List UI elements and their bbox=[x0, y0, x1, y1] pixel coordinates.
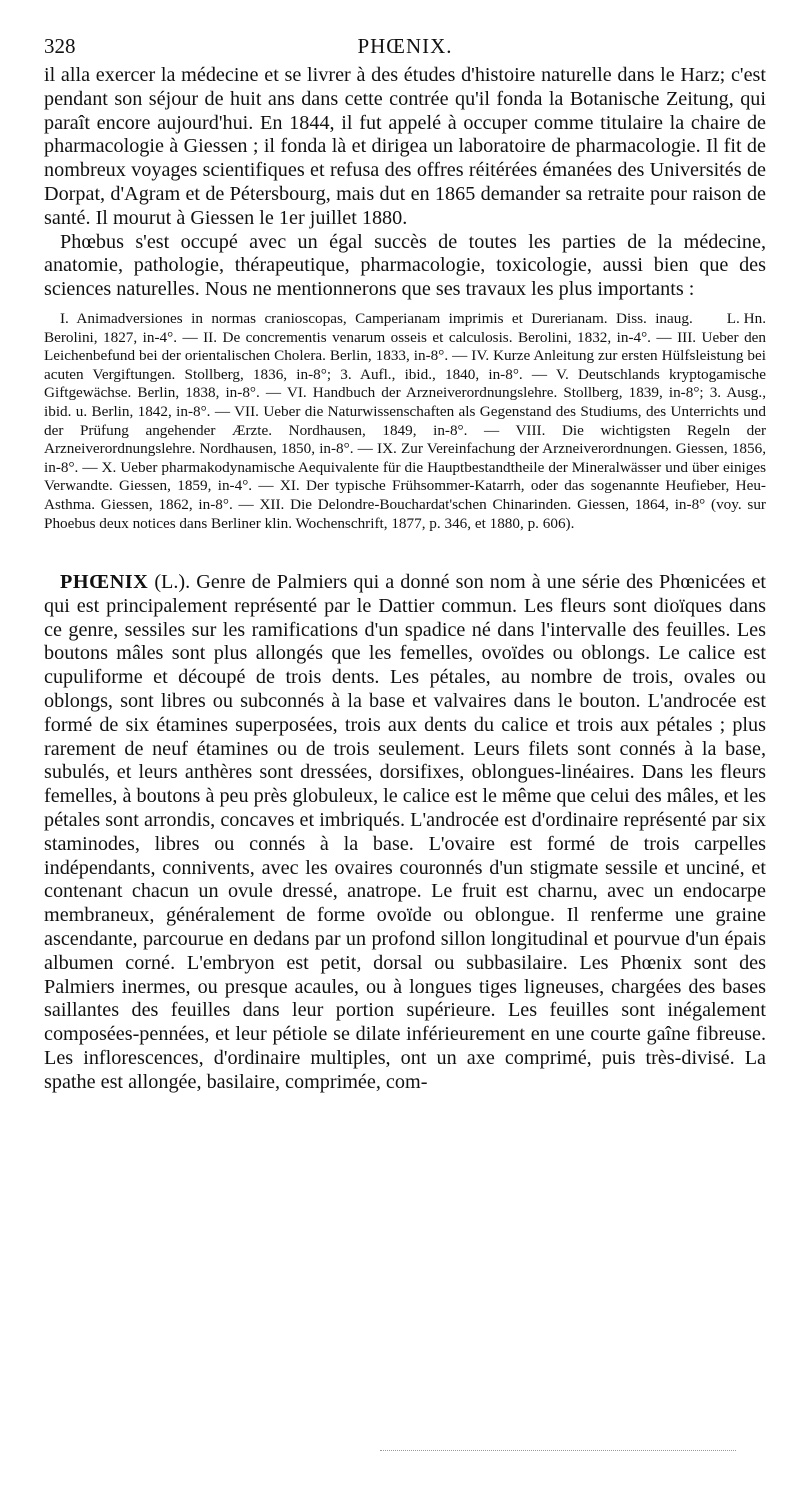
biography-paragraph-1: il alla exercer la médecine et se livrer à des études d'histoire naturelle dans le Harz; c'est pendant son séjour de huit ans dans cette contrée qu'il fonda la Botanische Zeitung, qui paraît encore aujourd'hui. En 1844, il fut appelé à occuper comme titulaire la chaire de pharmacologie à Giessen ; il fonda là et dirigea un laboratoire de pharmacologie. Il fit de nombreux voyages scientifiques et refusa des offres réitérées émanées des Universités de Dorpat, d'Agram et de Pétersbourg, mais dut en 1865 demander sa retraite pour raison de santé. Il mourut à Giessen le 1er juillet 1880. bbox=[44, 64, 766, 229]
entry-paragraph bbox=[44, 571, 766, 1095]
running-title: PHŒNIX. bbox=[357, 34, 453, 58]
entry-text: Genre de Palmiers qui a donné son nom à une série des Phœnicées et qui est principalement représenté par le Dattier commun. Les fleurs sont dioïques dans ce genre, sessiles sur les ramifications d'un spadice né dans l'intervalle des feuilles. Les boutons mâles sont plus allongés que les femelles, ovoïdes ou oblongs. Le calice est cupuliforme et découpé de trois dents. Les pétales, au nombre de trois, ovales ou oblongs, sont libres ou subconnés à la base et valvaires dans le bouton. L'androcée est formé de six étamines superposées, trois aux dents du calice et trois aux pétales ; plus rarement de neuf étamines ou de trois seulement. Leurs filets sont connés à la base, subulés, et leurs anthères sont dressées, dorsifixes, oblongues-linéaires. Dans les fleurs femelles, à boutons à peu près globuleux, le calice est le même que celui des mâles, et les pétales sont arrondis, concaves et imbriqués. L'androcée est d'ordinaire représenté par six staminodes, libres ou connés à la base. L'ovaire est formé de trois carpelles indépendants, connivents, avec les ovaires couronnés d'un stigmate sessile et unciné, et contenant chacun un ovule dressé, anatrope. Le fruit est charnu, avec un endocarpe membraneux, généralement de forme ovoïde ou oblongue. Il renferme une graine ascendante, parcourue en dedans par un profond sillon longitudinal et pourvue d'un épais albumen corné. L'embryon est petit, dorsal ou subbasilaire. Les Phœnix sont des Palmiers inermes, ou presque acaules, ou à longues tiges ligneuses, chargées des bases saillantes des feuilles dans leur portion supérieure. Les feuilles sont inégalement composées-pennées, et leur pétiole se dilate inférieurement en une courte gaîne fibreuse. Les inflorescences, d'ordinaire multiples, ont un axe comprimé, puis très-divisé. La spathe est allongée, basilaire, comprimée, com- bbox=[44, 571, 767, 1093]
entry-author-tag: (L.). bbox=[154, 571, 191, 594]
author-signature: L. Hn. bbox=[726, 309, 766, 327]
page-number: 328 bbox=[44, 34, 76, 58]
entry-headword: PHŒNIX bbox=[60, 571, 149, 594]
bibliography bbox=[44, 310, 766, 533]
biography-paragraph-2: Phœbus s'est occupé avec un égal succès de toutes les parties de la médecine, anatomie, pathologie, thérapeutique, pharmacologie, toxicologie, aussi bien que des sciences naturelles. Nous ne mentionnerons que ses travaux les plus importants : bbox=[44, 230, 766, 301]
footer-rule bbox=[380, 1450, 736, 1451]
running-header bbox=[44, 34, 766, 64]
page bbox=[44, 34, 766, 1095]
bibliography-text: I. Animadversiones in normas cranioscopas, Camperianam imprimis et Durerianam. Diss. inaug. Berolini, 1827, in-4°. — II. De concrementis venarum osseis et calculosis. Berolini, 1832, in-4°. — III. Ueber den Leichenbefund bei der orientalischen Cholera. Berlin, 1833, in-8°. — IV. Kurze Anleitung zur ersten Hülfsleistung bei acuten Vergiftungen. Stollberg, 1836, in-8°; 3. Aufl., ibid., 1840, in-8°. — V. Deutschlands kryptogamische Giftgewächse. Berlin, 1838, in-8°. — VI. Handbuch der Arzneiverordnungslehre. Stollberg, 1839, in-8°; 3. Ausg., ibid. u. Berlin, 1842, in-8°. — VII. Ueber die Naturwissenschaften als Gegenstand des Studiums, des Unterrichts und der Prüfung angehender Ærzte. Nordhausen, 1849, in-8°. — VIII. Die wichtigsten Regeln der Arzneiverordnungslehre. Nordhausen, 1850, in-8°. — IX. Zur Vereinfachung der Arzneiverordnungen. Giessen, 1856, in-8°. — X. Ueber pharmakodynamische Aequivalente für die Hauptbestandtheile der Mineralwässer und über einiges Verwandte. Giessen, 1859, in-4°. — XI. Der typische Frühsommer-Katarrh, oder das sogenannte Heufieber, Heu-Asthma. Giessen, 1862, in-8°. — XII. Die Delondre-Bouchardat'schen Chinarinden. Giessen, 1864, in-8° (voy. sur Phoebus deux notices dans Berliner klin. Wochenschrift, 1877, p. 346, et 1880, p. 606). bbox=[44, 309, 766, 532]
